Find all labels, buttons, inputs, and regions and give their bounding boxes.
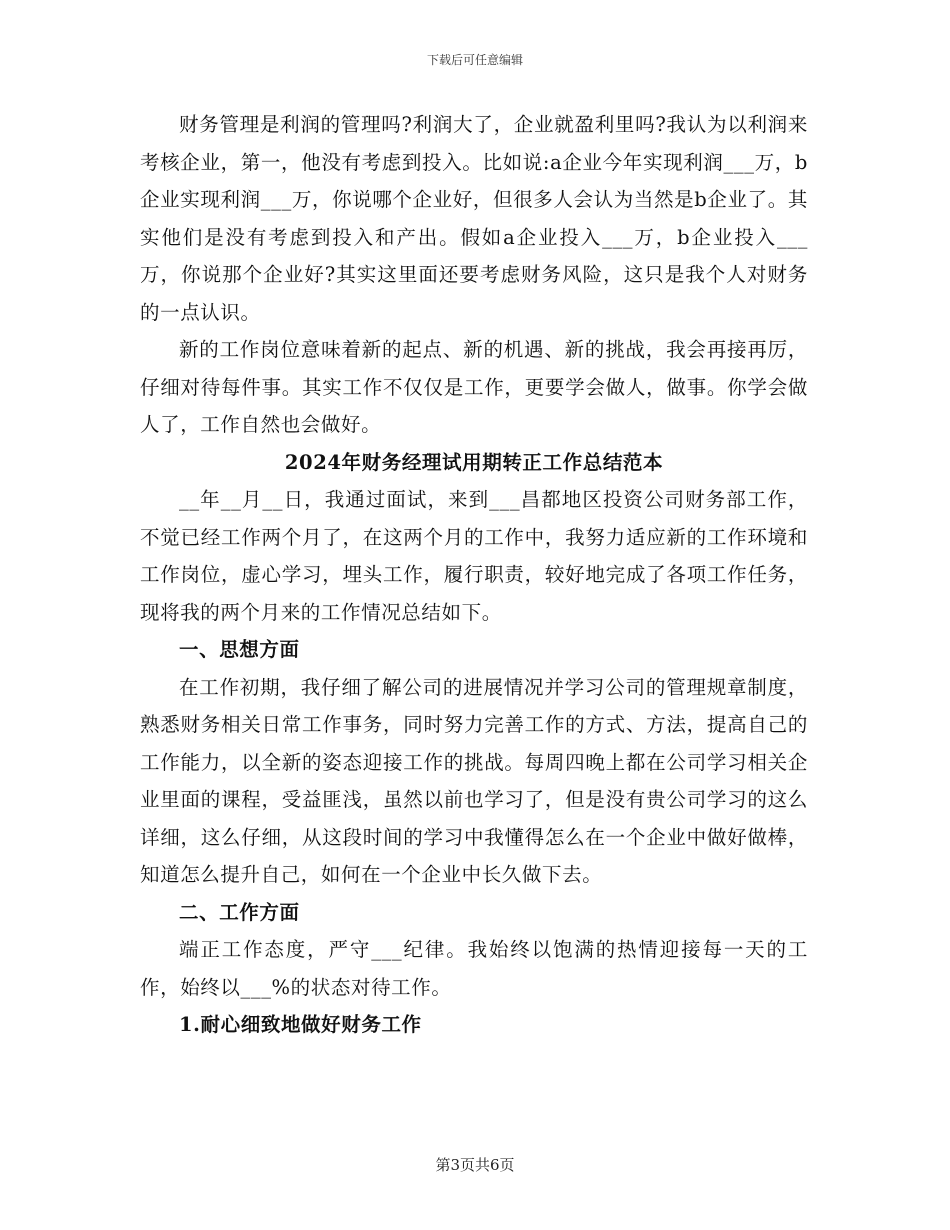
- paragraph: 新的工作岗位意味着新的起点、新的机遇、新的挑战，我会再接再厉，仔细对待每件事。其实工作不仅仅是工作，更要学会做人，做事。你学会做人了，工作自然也会做好。: [140, 338, 808, 436]
- page-number: 第3页共6页: [435, 1156, 515, 1174]
- document-title: 2024年财务经理试用期转正工作总结范本: [284, 450, 664, 474]
- paragraph: 在工作初期，我仔细了解公司的进展情况并学习公司的管理规章制度，熟悉财务相关日常工作事务，同时努力完善工作的方式、方法，提高自己的工作能力，以全新的姿态迎接工作的挑战。每周四晚上都在公司学习相关企业里面的课程，受益匪浅，虽然以前也学习了，但是没有贵公司学习的这么详细，这么仔细，从这段时间的学习中我懂得怎么在一个企业中做好做棒，知道怎么提升自己，如何在一个企业中长久做下去。: [140, 675, 808, 886]
- subsection-heading: 1.耐心细致地做好财务工作: [179, 1013, 422, 1036]
- section-heading: 一、思想方面: [179, 638, 300, 661]
- paragraph: 端正工作态度，严守___纪律。我始终以饱满的热情迎接每一天的工作，始终以___%的状态对待工作。: [140, 938, 808, 999]
- page-header: 下载后可任意编辑: [426, 53, 523, 67]
- section-heading: 二、工作方面: [179, 900, 300, 924]
- document-body: [140, 106, 808, 1044]
- paragraph: __年__月__日，我通过面试，来到___昌都地区投资公司财务部工作，不觉已经工作两个月了，在这两个月的工作中，我努力适应新的工作环境和工作岗位，虚心学习，埋头工作，履行职责，较好地完成了各项工作任务，现将我的两个月来的工作情况总结如下。: [140, 488, 808, 624]
- paragraph: 财务管理是利润的管理吗?利润大了，企业就盈利里吗?我认为以利润来考核企业，第一，他没有考虑到投入。比如说:a企业今年实现利润___万，b企业实现利润___万，你说哪个企业好，但很多人会认为当然是b企业了。其实他们是没有考虑到投入和产出。假如a企业投入___万，b企业投入___万，你说那个企业好?其实这里面还要考虑财务风险，这只是我个人对财务的一点认识。: [140, 113, 808, 324]
